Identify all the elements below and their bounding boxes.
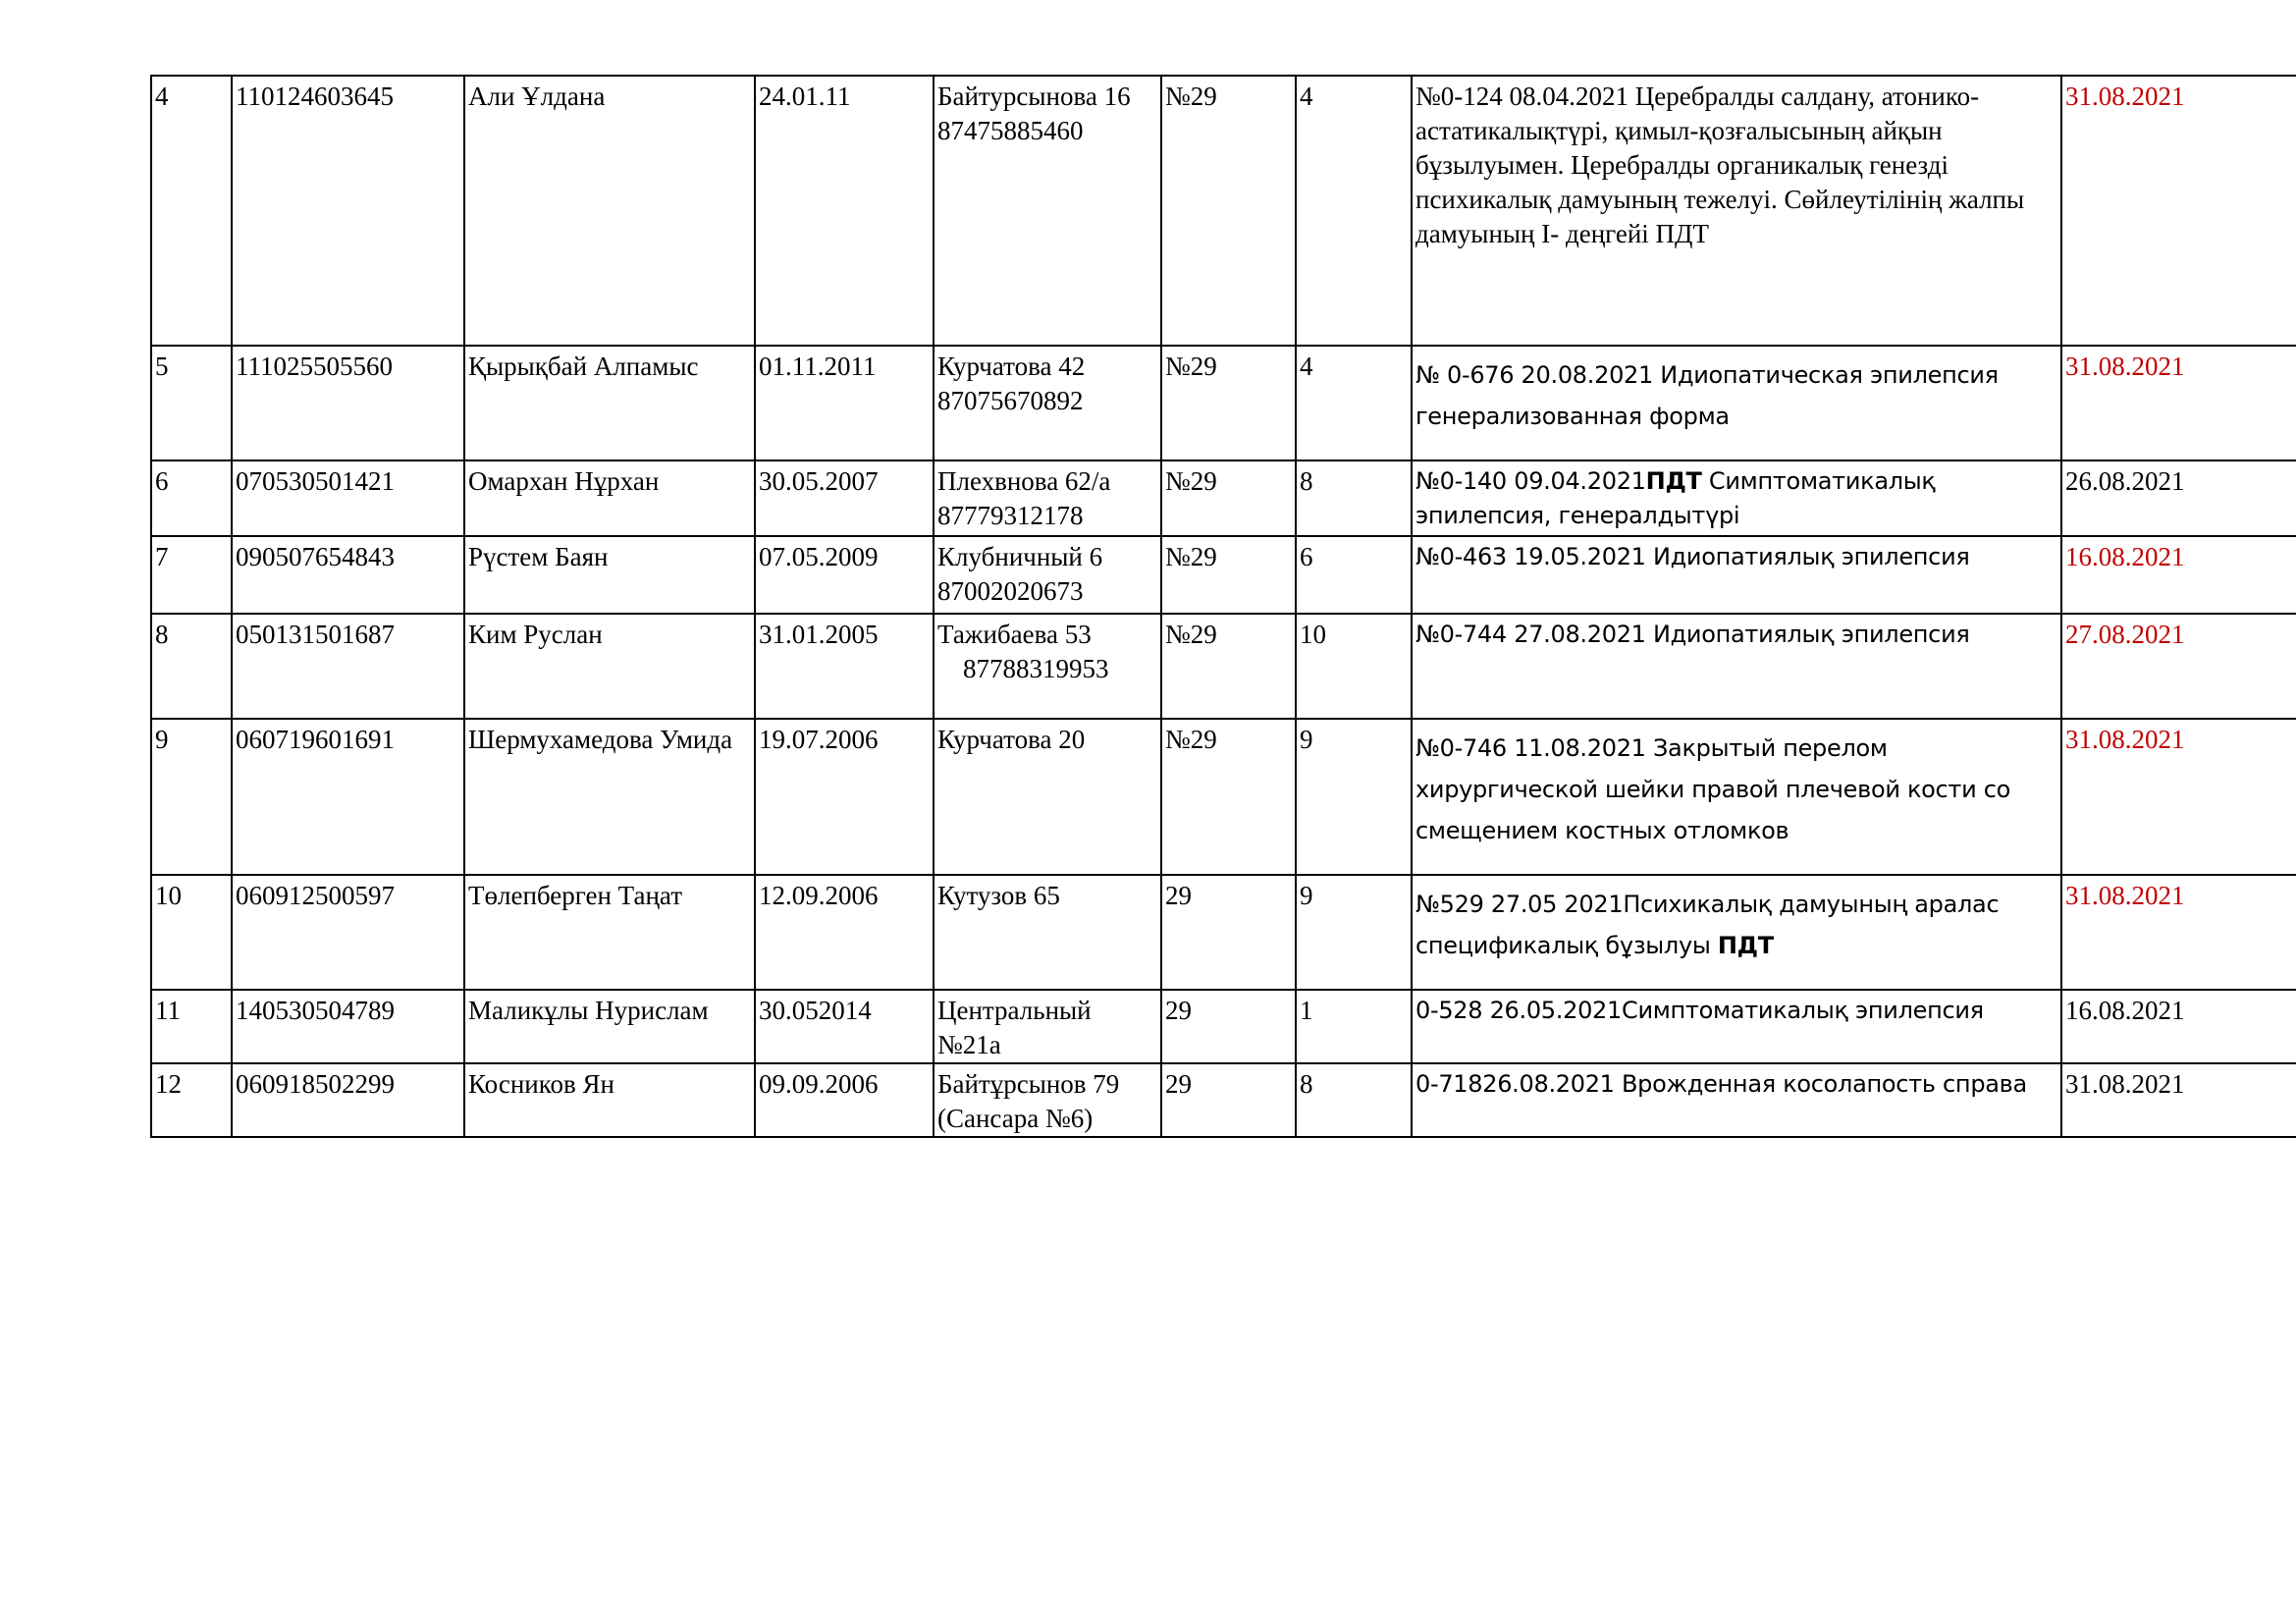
name-cell: Омархан Нұрхан (464, 460, 755, 536)
iin-cell: 060918502299 (232, 1063, 464, 1137)
address-line-2: (Сансара №6) (937, 1104, 1094, 1133)
birth-date-cell: 09.09.2006 (755, 1063, 934, 1137)
birth-date-cell: 01.11.2011 (755, 346, 934, 460)
address-line: Кутузов 65 (937, 881, 1060, 910)
date-cell: 31.08.2021 (2061, 719, 2296, 875)
address-cell (934, 536, 1161, 614)
phone-line: 87002020673 (937, 576, 1084, 606)
phone-line: 87075670892 (937, 386, 1084, 415)
patient-registry-table (150, 75, 2296, 1138)
diagnosis-cell: №0-124 08.04.2021 Церебралды салдану, атонико-астатикалықтүрі, қимыл-қозғалысының айқын бұзылуымен. Церебралды органикалық генезді психикалық дамуының тежелуі. Сөйлеутілінің жалпы дамуының І- деңгейі ПДТ (1412, 76, 2061, 346)
address-cell (934, 875, 1161, 990)
address-cell (934, 990, 1161, 1063)
address-line-2: №21а (937, 1030, 1001, 1059)
grade-cell: 9 (1296, 719, 1412, 875)
grade-cell: 9 (1296, 875, 1412, 990)
diagnosis-cell (1412, 875, 2061, 990)
row-number-cell: 4 (151, 76, 232, 346)
name-cell: Рүстем Баян (464, 536, 755, 614)
name-cell: Косников Ян (464, 1063, 755, 1137)
address-cell (934, 346, 1161, 460)
row-number-cell: 12 (151, 1063, 232, 1137)
date-cell: 16.08.2021 (2061, 536, 2296, 614)
school-cell: 29 (1161, 990, 1296, 1063)
grade-cell: 6 (1296, 536, 1412, 614)
date-cell: 27.08.2021 (2061, 614, 2296, 719)
birth-date-cell: 24.01.11 (755, 76, 934, 346)
grade-cell: 1 (1296, 990, 1412, 1063)
table-row (151, 76, 2296, 346)
row-number-cell: 9 (151, 719, 232, 875)
grade-cell: 8 (1296, 460, 1412, 536)
phone-line: 87788319953 (963, 654, 1109, 683)
diagnosis-cell: №0-746 11.08.2021 Закрытый перелом хирургической шейки правой плечевой кости со смещением костных отломков (1412, 719, 2061, 875)
phone-line: 87779312178 (937, 501, 1084, 530)
row-number-cell: 5 (151, 346, 232, 460)
birth-date-cell: 30.05.2007 (755, 460, 934, 536)
address-line: Байтұрсынов 79 (937, 1069, 1120, 1099)
diagnosis-text: №0-140 09.04.2021 (1415, 467, 1646, 495)
address-line: Тажибаева 53 (937, 620, 1092, 649)
name-cell: Ким Руслан (464, 614, 755, 719)
table-row (151, 536, 2296, 614)
birth-date-cell: 30.052014 (755, 990, 934, 1063)
iin-cell: 060719601691 (232, 719, 464, 875)
school-cell: №29 (1161, 614, 1296, 719)
school-cell: 29 (1161, 1063, 1296, 1137)
diagnosis-bold-text: ПДТ (1717, 932, 1774, 959)
address-cell (934, 614, 1161, 719)
diagnosis-cell: №0-744 27.08.2021 Идиопатиялық эпилепсия (1412, 614, 2061, 719)
table-row (151, 875, 2296, 990)
birth-date-cell: 12.09.2006 (755, 875, 934, 990)
name-cell: Шермухамедова Умида (464, 719, 755, 875)
address-line: Плехвнова 62/а (937, 466, 1111, 496)
iin-cell: 090507654843 (232, 536, 464, 614)
school-cell: №29 (1161, 719, 1296, 875)
address-cell (934, 76, 1161, 346)
name-cell: Қырықбай Алпамыс (464, 346, 755, 460)
name-cell: Төлепберген Таңат (464, 875, 755, 990)
school-cell: 29 (1161, 875, 1296, 990)
date-cell: 31.08.2021 (2061, 875, 2296, 990)
table-row (151, 990, 2296, 1063)
table-row (151, 1063, 2296, 1137)
row-number-cell: 10 (151, 875, 232, 990)
iin-cell: 050131501687 (232, 614, 464, 719)
date-cell: 31.08.2021 (2061, 346, 2296, 460)
address-cell (934, 719, 1161, 875)
table-row (151, 346, 2296, 460)
grade-cell: 10 (1296, 614, 1412, 719)
birth-date-cell: 31.01.2005 (755, 614, 934, 719)
phone-line: 87475885460 (937, 116, 1084, 145)
address-line: Курчатова 42 (937, 352, 1086, 381)
diagnosis-text: Симптоматикалық эпилепсия, генералдытүрі (1415, 467, 1936, 529)
address-line: Курчатова 20 (937, 725, 1086, 754)
row-number-cell: 7 (151, 536, 232, 614)
diagnosis-cell: 0-71826.08.2021 Врожденная косолапость справа (1412, 1063, 2061, 1137)
table-row (151, 614, 2296, 719)
iin-cell: 140530504789 (232, 990, 464, 1063)
address-line: Клубничный 6 (937, 542, 1103, 571)
date-cell: 16.08.2021 (2061, 990, 2296, 1063)
diagnosis-cell: № 0-676 20.08.2021 Идиопатическая эпилепсия генерализованная форма (1412, 346, 2061, 460)
row-number-cell: 11 (151, 990, 232, 1063)
school-cell: №29 (1161, 536, 1296, 614)
iin-cell: 060912500597 (232, 875, 464, 990)
iin-cell: 111025505560 (232, 346, 464, 460)
school-cell: №29 (1161, 460, 1296, 536)
name-cell: Маликұлы Нурислам (464, 990, 755, 1063)
diagnosis-cell: №0-463 19.05.2021 Идиопатиялық эпилепсия (1412, 536, 2061, 614)
iin-cell: 070530501421 (232, 460, 464, 536)
iin-cell: 110124603645 (232, 76, 464, 346)
date-cell: 26.08.2021 (2061, 460, 2296, 536)
grade-cell: 4 (1296, 76, 1412, 346)
row-number-cell: 8 (151, 614, 232, 719)
table-row (151, 460, 2296, 536)
diagnosis-bold-text: ПДТ (1645, 467, 1702, 495)
school-cell: №29 (1161, 346, 1296, 460)
grade-cell: 4 (1296, 346, 1412, 460)
diagnosis-text: №529 27.05 2021Психикалық дамуының аралас спецификалық бұзылуы (1415, 891, 2000, 959)
birth-date-cell: 07.05.2009 (755, 536, 934, 614)
diagnosis-cell (1412, 460, 2061, 536)
date-cell: 31.08.2021 (2061, 76, 2296, 346)
grade-cell: 8 (1296, 1063, 1412, 1137)
row-number-cell: 6 (151, 460, 232, 536)
address-cell (934, 1063, 1161, 1137)
name-cell: Али Ұлдана (464, 76, 755, 346)
address-cell (934, 460, 1161, 536)
address-line: Центральный (937, 996, 1092, 1025)
birth-date-cell: 19.07.2006 (755, 719, 934, 875)
diagnosis-cell: 0-528 26.05.2021Симптоматикалық эпилепсия (1412, 990, 2061, 1063)
address-line: Байтурсынова 16 (937, 81, 1131, 111)
date-cell: 31.08.2021 (2061, 1063, 2296, 1137)
school-cell: №29 (1161, 76, 1296, 346)
table-row (151, 719, 2296, 875)
